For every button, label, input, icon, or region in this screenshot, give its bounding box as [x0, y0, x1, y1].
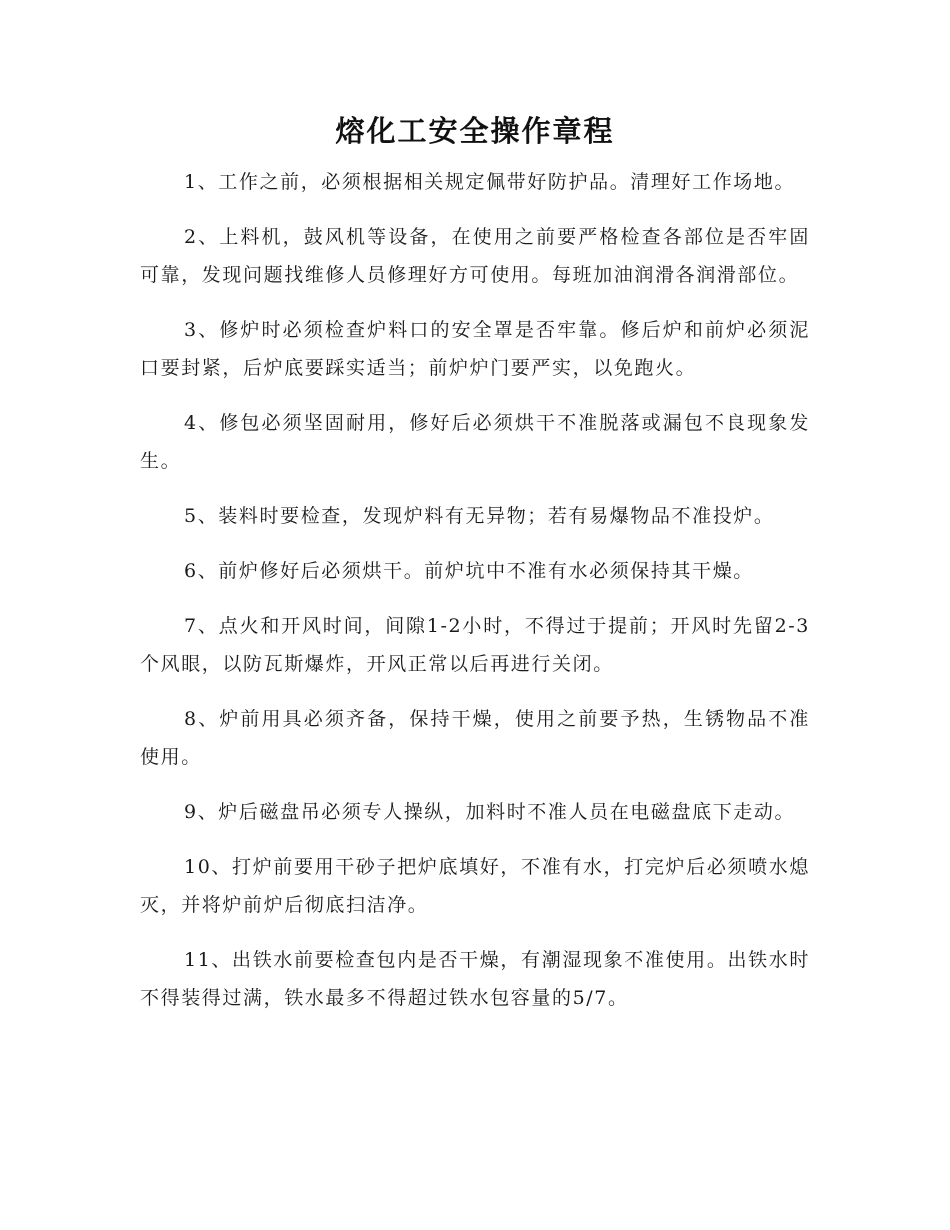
paragraph-10: 10、打炉前要用干砂子把炉底填好，不准有水，打完炉后必须喷水熄灭，并将炉前炉后彻底扫洁净。	[140, 856, 810, 916]
paragraph-2: 2、上料机，鼓风机等设备，在使用之前要严格检查各部位是否牢固可靠，发现问题找维修人员修理好方可使用。每班加油润滑各润滑部位。	[140, 226, 810, 286]
paragraph-6: 6、前炉修好后必须烘干。前炉坑中不准有水必须保持其干燥。	[184, 560, 754, 582]
document-title: 熔化工安全操作章程	[335, 114, 615, 148]
paragraph-9: 9、炉后磁盘吊必须专人操纵，加料时不准人员在电磁盘底下走动。	[184, 801, 796, 823]
paragraph-8: 8、炉前用具必须齐备，保持干燥，使用之前要予热，生锈物品不准使用。	[140, 708, 810, 768]
paragraph-1: 1、工作之前，必须根据相关规定佩带好防护品。清理好工作场地。	[184, 171, 796, 193]
paragraph-7: 7、点火和开风时间，间隙1-2小时，不得过于提前；开风时先留2-3个风眼，以防瓦斯爆炸，开风正常以后再进行关闭。	[140, 615, 810, 675]
document-body	[140, 163, 810, 1034]
paragraph-3: 3、修炉时必须检查炉料口的安全罩是否牢靠。修后炉和前炉必须泥口要封紧，后炉底要踩实适当；前炉炉门要严实，以免跑火。	[140, 319, 810, 379]
paragraph-4: 4、修包必须坚固耐用，修好后必须烘干不准脱落或漏包不良现象发生。	[140, 412, 810, 472]
paragraph-11: 11、出铁水前要检查包内是否干燥，有潮湿现象不准使用。出铁水时不得装得过满，铁水最多不得超过铁水包容量的5/7。	[140, 949, 810, 1009]
paragraph-5: 5、装料时要检查，发现炉料有无异物；若有易爆物品不准投炉。	[184, 505, 775, 527]
